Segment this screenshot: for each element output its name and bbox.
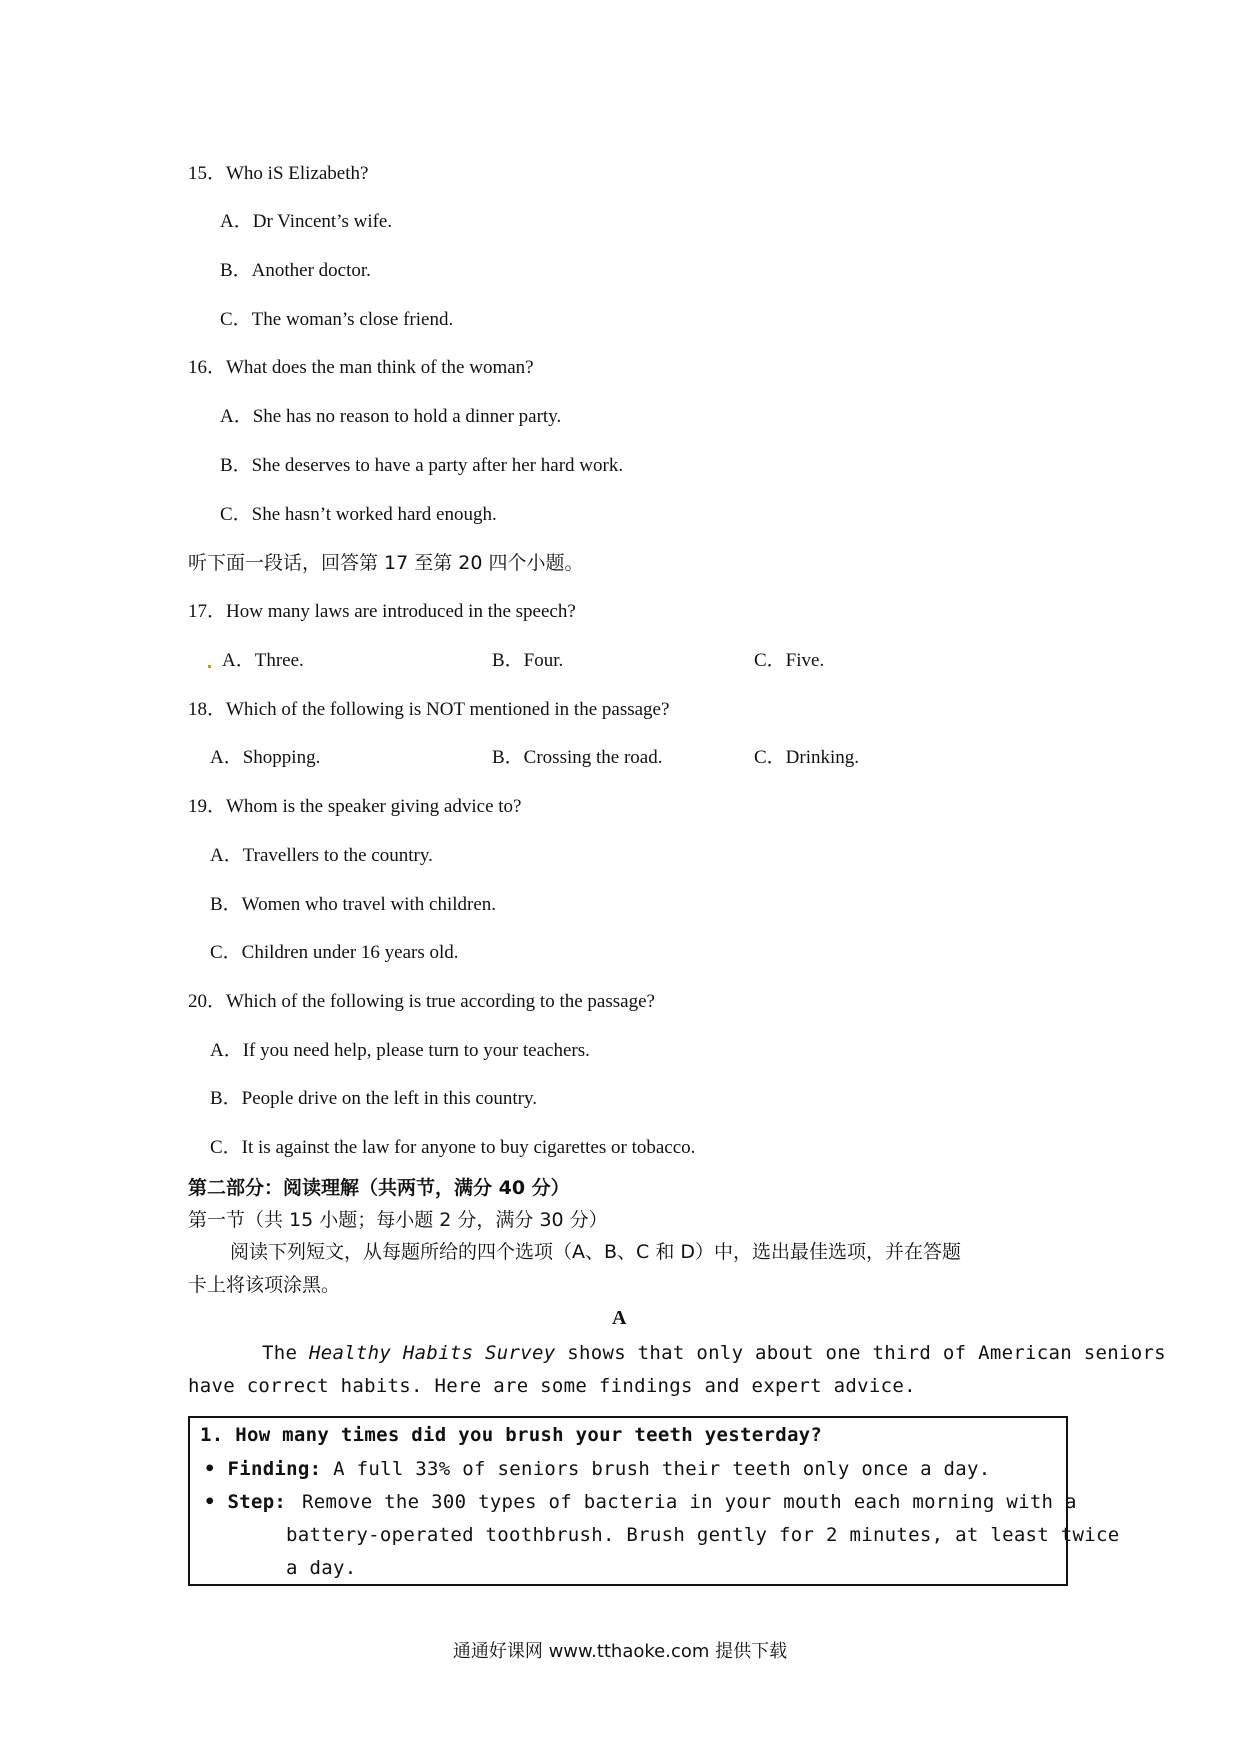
q15-option-b: B．Another doctor. [220,260,371,281]
step-label: • Step: [204,1491,287,1513]
question-15: 15．Who iS Elizabeth? [188,163,369,184]
q17-option-b: B．Four. [492,650,564,671]
q18-option-b: B．Crossing the road. [492,747,663,768]
q15-option-a: A．Dr Vincent’s wife. [220,211,393,232]
passage-label: A [612,1307,627,1329]
section1-heading: 第一节（共 15 小题；每小题 2 分，满分 30 分） [188,1209,608,1231]
footer-text: 通通好课网 www.tthaoke.com 提供下载 [452,1641,788,1662]
question-20: 20．Which of the following is true according to the passage? [188,991,655,1012]
question-17: 17．How many laws are introduced in the speech? [188,601,576,622]
box-finding [204,1458,991,1480]
passage-intro-line2: have correct habits. Here are some findings and expert advice. [188,1375,916,1397]
passage-intro-line1: The Healthy Habits Survey shows that only about one third of American seniors [262,1342,1166,1364]
part2-heading: 第二部分：阅读理解（共两节，满分 40 分） [188,1177,570,1199]
q19-option-c: C．Children under 16 years old. [210,942,459,963]
q17-option-c: C．Five. [754,650,825,671]
q20-option-b: B．People drive on the left in this country. [210,1088,537,1109]
finding-label: • Finding: [204,1458,322,1480]
q19-option-b: B．Women who travel with children. [210,894,497,915]
q19-option-a: A．Travellers to the country. [210,845,433,866]
directions-line1: 阅读下列短文，从每题所给的四个选项（A、B、C 和 D）中，选出最佳选项，并在答题 [230,1241,962,1263]
step-line1: Remove the 300 types of bacteria in your mouth each morning with a [302,1491,1077,1513]
q17-option-a: A．Three. [222,650,304,671]
listening-instruction: 听下面一段话，回答第 17 至第 20 四个小题。 [188,552,584,574]
step-line3: a day. [286,1557,357,1579]
q15-option-c: C．The woman’s close friend. [220,309,454,330]
question-18: 18．Which of the following is NOT mentioned in the passage? [188,699,670,720]
q16-option-a: A．She has no reason to hold a dinner party. [220,406,562,427]
question-19: 19．Whom is the speaker giving advice to? [188,796,522,817]
survey-title: Healthy Habits Survey [308,1342,556,1364]
stray-mark [208,665,211,668]
q20-option-c: C．It is against the law for anyone to buy cigarettes or tobacco. [210,1137,696,1158]
question-16: 16．What does the man think of the woman? [188,357,534,378]
survey-finding-box [188,1416,1120,1586]
q16-option-b: B．She deserves to have a party after her hard work. [220,455,624,476]
q18-option-c: C．Drinking. [754,747,860,768]
finding-text: A full 33% of seniors brush their teeth only once a day. [321,1458,991,1480]
page-footer [0,1637,1240,1663]
box-question: 1. How many times did you brush your teeth yesterday? [200,1424,823,1446]
q16-option-c: C．She hasn’t worked hard enough. [220,504,497,525]
directions-line2: 卡上将该项涂黑。 [188,1274,341,1296]
step-line2: battery-operated toothbrush. Brush gently for 2 minutes, at least twice [286,1524,1120,1546]
q18-option-a: A．Shopping. [210,747,321,768]
q20-option-a: A．If you need help, please turn to your teachers. [210,1040,590,1061]
